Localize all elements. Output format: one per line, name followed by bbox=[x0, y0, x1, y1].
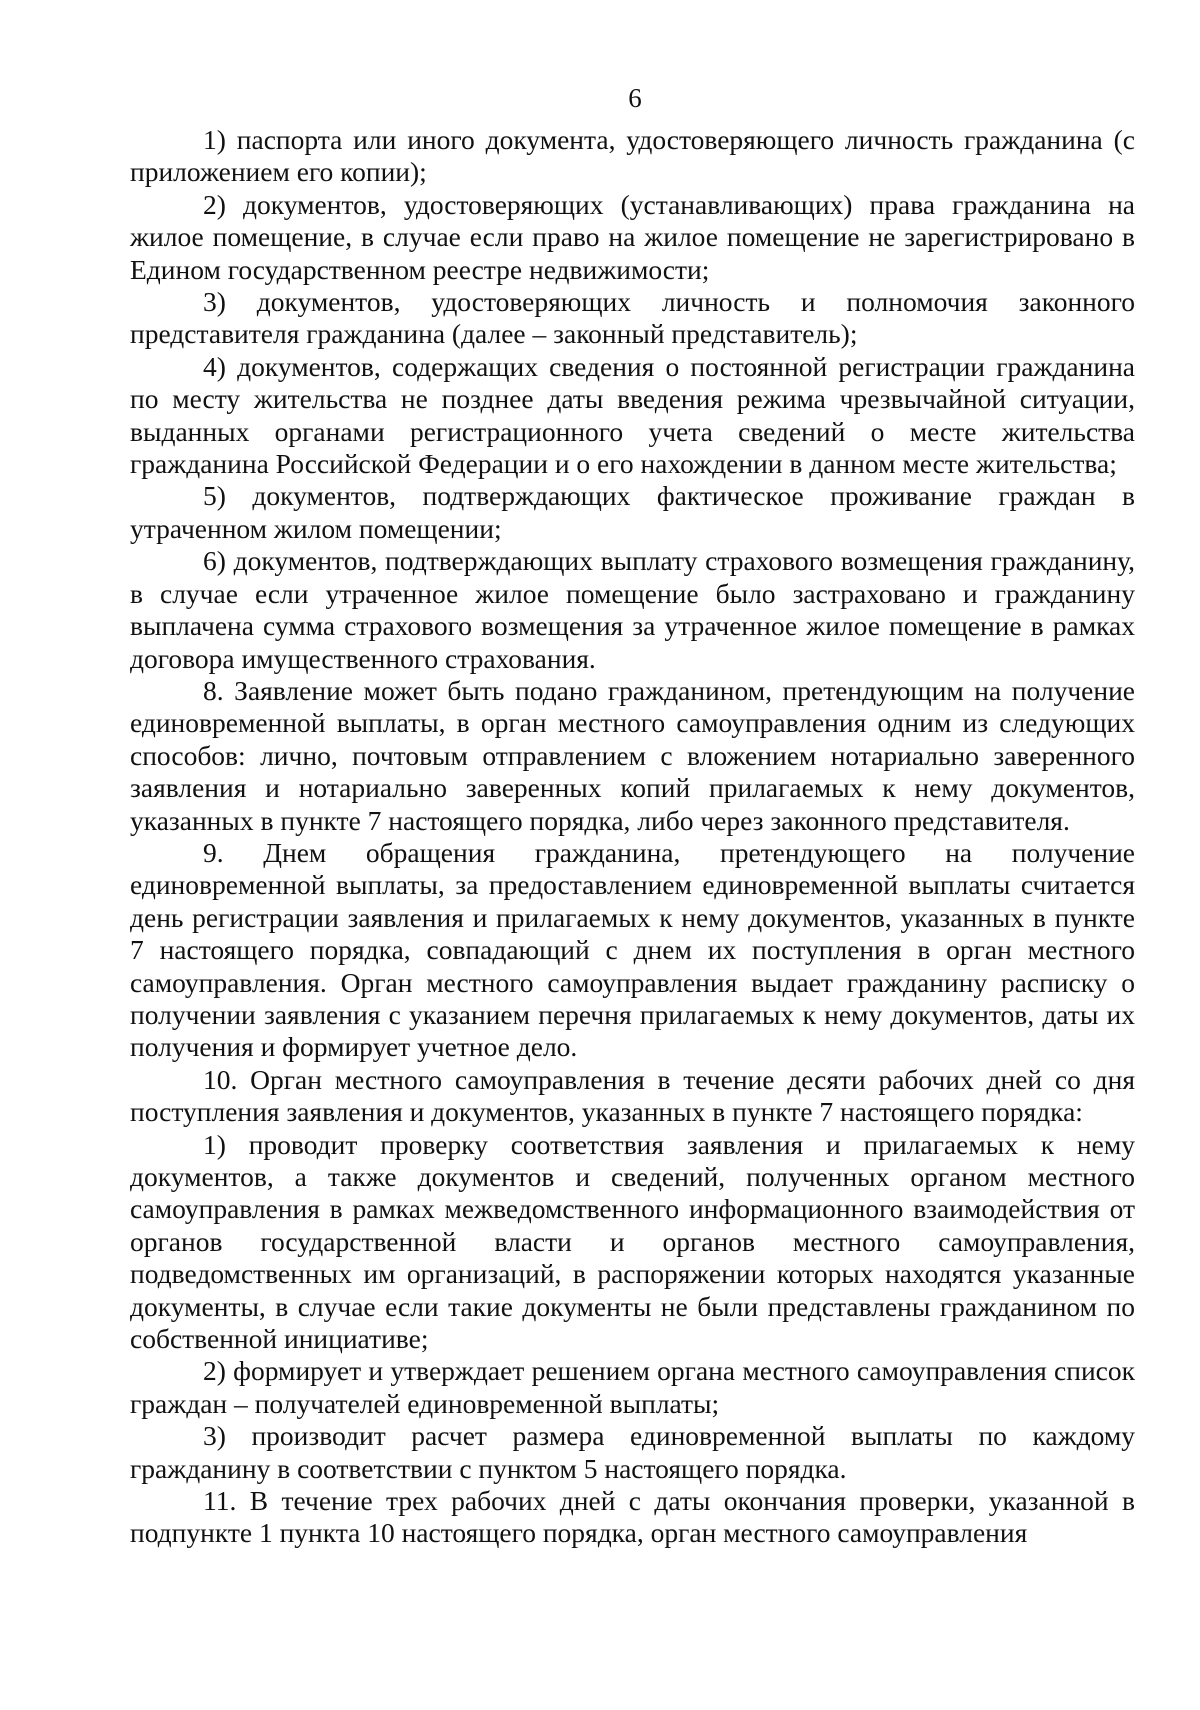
page-number: 6 bbox=[628, 83, 642, 113]
paragraph: 1) паспорта или иного документа, удостоверяющего личность гражданина (с приложением его копии); bbox=[130, 124, 1135, 188]
paragraph: 3) документов, удостоверяющих личность и полномочия законного представителя гражданина (далее – законный представитель); bbox=[130, 286, 1135, 350]
paragraph: 1) проводит проверку соответствия заявления и прилагаемых к нему документов, а также документов и сведений, полученных органом местного самоуправления в рамках межведомственного информационного взаимодействия от органов государственной власти и органов местного самоуправления, подведомственных им организаций, в распоряжении которых находятся указанные документы, в случае если такие документы не были представлены гражданином по собственной инициативе; bbox=[130, 1128, 1135, 1355]
paragraph: 10. Орган местного самоуправления в течение десяти рабочих дней со дня поступления заявления и документов, указанных в пункте 7 настоящего порядка: bbox=[130, 1063, 1135, 1128]
paragraph: 8. Заявление может быть подано гражданином, претендующим на получение единовременной выплаты, в орган местного самоуправления одним из следующих способов: лично, почтовым отправлением с вложением нотариально заверенного заявления и нотариально заверенных копий прилагаемых к нему документов, указанных в пункте 7 настоящего порядка, либо через законного представителя. bbox=[130, 674, 1135, 836]
paragraph: 9. Днем обращения гражданина, претендующего на получение единовременной выплаты, за предоставлением единовременной выплаты считается день регистрации заявления и прилагаемых к нему документов, указанных в пункте 7 настоящего порядка, совпадающий с днем их поступления в орган местного самоуправления. Орган местного самоуправления выдает гражданину расписку о получении заявления с указанием перечня прилагаемых к нему документов, даты их получения и формирует учетное дело. bbox=[130, 836, 1135, 1063]
paragraph: 4) документов, содержащих сведения о постоянной регистрации гражданина по месту жительства не позднее даты введения режима чрезвычайной ситуации, выданных органами регистрационного учета сведений о месте жительства гражданина Российской Федерации и о его нахождении в данном месте жительства; bbox=[130, 350, 1135, 480]
paragraph: 2) документов, удостоверяющих (устанавливающих) права гражданина на жилое помещение, в случае если право на жилое помещение не зарегистрировано в Едином государственном реестре недвижимости; bbox=[130, 188, 1135, 285]
paragraph: 11. В течение трех рабочих дней с даты окончания проверки, указанной в подпункте 1 пункта 10 настоящего порядка, орган местного самоуправления bbox=[130, 1485, 1135, 1549]
paragraph: 6) документов, подтверждающих выплату страхового возмещения гражданину, в случае если утраченное жилое помещение было застраховано и гражданину выплачена сумма страхового возмещения за утраченное жилое помещение в рамках договора имущественного страхования. bbox=[130, 545, 1135, 674]
paragraph: 2) формирует и утверждает решением органа местного самоуправления список граждан – получателей единовременной выплаты; bbox=[130, 1355, 1135, 1419]
paragraph: 5) документов, подтверждающих фактическое проживание граждан в утраченном жилом помещении; bbox=[130, 480, 1135, 544]
document-body bbox=[130, 124, 1135, 1550]
paragraph: 3) производит расчет размера единовременной выплаты по каждому гражданину в соответствии с пунктом 5 настоящего порядка. bbox=[130, 1420, 1135, 1484]
